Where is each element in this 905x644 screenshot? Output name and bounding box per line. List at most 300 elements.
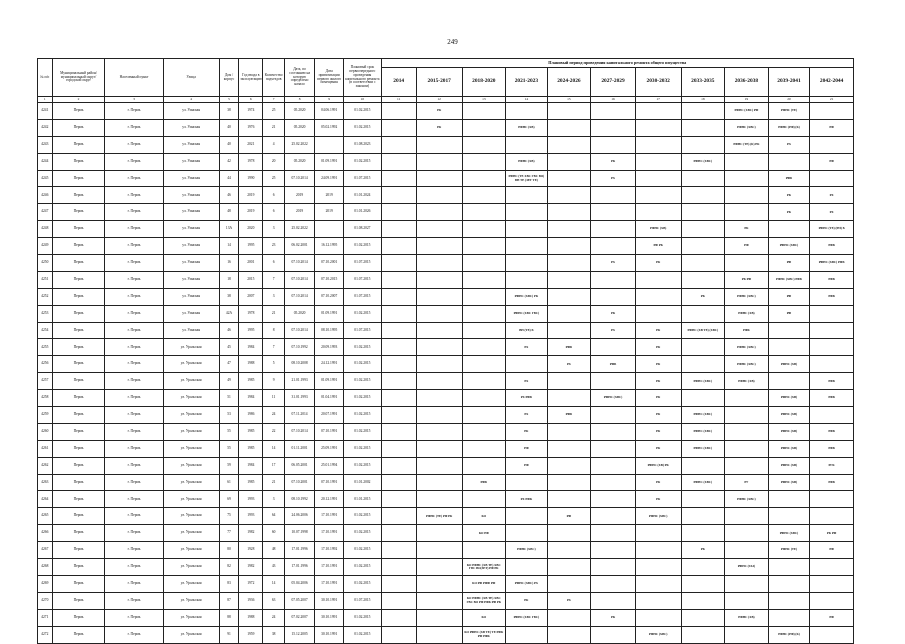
row-number: 4248 <box>38 221 53 238</box>
work-period-cell: РФНС (ХВ) РК <box>635 457 681 474</box>
work-period-cell <box>416 542 462 559</box>
work-period-cell <box>416 322 462 339</box>
locality-cell: г. Пермь <box>105 626 163 643</box>
header-year: 2021-2023 <box>506 68 548 97</box>
work-period-cell <box>381 238 416 255</box>
house-cell: 77 <box>219 525 239 542</box>
work-period-cell: РФНС (ХВС) <box>635 626 681 643</box>
district-cell: Пермь <box>52 373 105 390</box>
work-period-cell: РФНС (ХВС ГВС) <box>506 305 548 322</box>
work-period-cell <box>591 626 636 643</box>
start-date-cell: 07.11.2014 <box>285 407 315 424</box>
work-period-cell <box>462 542 506 559</box>
work-period-cell <box>416 339 462 356</box>
street-cell: ул. Уинская <box>163 170 219 187</box>
work-period-cell <box>547 609 591 626</box>
work-period-cell: РФБ <box>462 474 506 491</box>
work-period-cell: КО РФ РФФ РФ <box>462 575 506 592</box>
district-cell: Пермь <box>52 238 105 255</box>
work-period-cell: РФБ <box>768 170 810 187</box>
work-period-cell <box>416 271 462 288</box>
build-year-cell: 1985 <box>239 440 263 457</box>
district-cell: Пермь <box>52 322 105 339</box>
street-cell: ул. Уральская <box>163 508 219 525</box>
work-period-cell <box>506 103 548 120</box>
privatization-date-cell: 07.10.2007 <box>315 288 344 305</box>
locality-cell: г. Пермь <box>105 575 163 592</box>
work-period-cell <box>462 271 506 288</box>
street-cell: ул. Уральская <box>163 390 219 407</box>
table-row <box>38 407 854 424</box>
house-cell: 59 <box>219 457 239 474</box>
work-period-cell <box>681 626 725 643</box>
work-period-cell <box>681 525 725 542</box>
work-period-cell: РФ <box>768 288 810 305</box>
work-period-cell <box>416 592 462 609</box>
work-period-cell <box>591 339 636 356</box>
privatization-date-cell: 17.10.1991 <box>315 508 344 525</box>
work-period-cell <box>381 525 416 542</box>
house-cell: 40 <box>219 136 239 153</box>
entrances-cell: 8 <box>263 322 285 339</box>
work-period-cell: РФНС (ХВ) <box>768 474 810 491</box>
work-period-cell <box>681 305 725 322</box>
start-date-cell: 05.04.2006 <box>285 575 315 592</box>
work-period-cell <box>416 136 462 153</box>
row-number: 4264 <box>38 491 53 508</box>
work-period-cell: РФ <box>810 119 854 136</box>
row-number: 4261 <box>38 440 53 457</box>
work-period-cell: РФБ <box>810 271 854 288</box>
house-cell: 55 <box>219 423 239 440</box>
work-period-cell <box>681 390 725 407</box>
work-period-cell <box>547 525 591 542</box>
work-period-cell <box>810 170 854 187</box>
build-year-cell: 1972 <box>239 575 263 592</box>
work-period-cell: РФНС (ХВС) РК <box>506 288 548 305</box>
table-row <box>38 103 854 120</box>
work-period-cell: РФБ <box>810 474 854 491</box>
build-year-cell: 1985 <box>239 423 263 440</box>
planned-deadline-cell: 01.02.2015 <box>344 440 381 457</box>
entrances-cell: 64 <box>263 508 285 525</box>
work-period-cell: РФНС (ХВС) <box>768 525 810 542</box>
start-date-cell: 15.12.2005 <box>285 626 315 643</box>
work-period-cell: РХ <box>591 170 636 187</box>
table-row <box>38 255 854 272</box>
house-cell: 42 <box>219 153 239 170</box>
work-period-cell <box>681 457 725 474</box>
work-period-cell: РФНС (ХВС) РФБ <box>810 255 854 272</box>
work-period-cell: РК РФ <box>810 525 854 542</box>
work-period-cell <box>810 626 854 643</box>
table-row <box>38 390 854 407</box>
row-number: 4245 <box>38 170 53 187</box>
planned-deadline-cell: 01.07.2015 <box>344 322 381 339</box>
work-period-cell <box>416 238 462 255</box>
work-period-cell <box>725 187 769 204</box>
start-date-cell: 21.01.1993 <box>285 373 315 390</box>
header-col-1: № п/п <box>38 59 53 97</box>
district-cell: Пермь <box>52 255 105 272</box>
start-date-cell: 07.10.2014 <box>285 255 315 272</box>
house-cell: 48 <box>219 204 239 221</box>
district-cell: Пермь <box>52 204 105 221</box>
work-period-cell <box>810 559 854 576</box>
work-period-cell <box>725 423 769 440</box>
locality-cell: г. Пермь <box>105 238 163 255</box>
work-period-cell <box>547 153 591 170</box>
work-period-cell <box>725 170 769 187</box>
work-period-cell: РХ РФБ <box>506 390 548 407</box>
work-period-cell <box>416 440 462 457</box>
work-period-cell <box>635 271 681 288</box>
locality-cell: г. Пермь <box>105 288 163 305</box>
entrances-cell: 17 <box>263 457 285 474</box>
planned-deadline-cell: 01.02.2015 <box>344 457 381 474</box>
table-row <box>38 440 854 457</box>
house-cell: 42А <box>219 305 239 322</box>
entrances-cell: 4 <box>263 136 285 153</box>
work-period-cell: РХ <box>506 407 548 424</box>
row-number: 4268 <box>38 559 53 576</box>
work-period-cell: РК <box>635 373 681 390</box>
entrances-cell: 5 <box>263 356 285 373</box>
work-period-cell <box>768 373 810 390</box>
work-period-cell <box>725 407 769 424</box>
row-number: 4253 <box>38 305 53 322</box>
table-row <box>38 339 854 356</box>
work-period-cell <box>681 508 725 525</box>
work-period-cell <box>506 221 548 238</box>
locality-cell: г. Пермь <box>105 373 163 390</box>
work-period-cell <box>547 390 591 407</box>
work-period-cell <box>462 204 506 221</box>
locality-cell: г. Пермь <box>105 491 163 508</box>
locality-cell: г. Пермь <box>105 542 163 559</box>
work-period-cell: РХ <box>591 255 636 272</box>
work-period-cell <box>462 255 506 272</box>
house-cell: 38 <box>219 103 239 120</box>
build-year-cell: 1928 <box>239 542 263 559</box>
work-period-cell <box>547 575 591 592</box>
work-period-cell <box>768 322 810 339</box>
privatization-date-cell: 17.10.1991 <box>315 525 344 542</box>
work-period-cell: РФНС (ХВС) <box>635 508 681 525</box>
start-date-cell: 08.10.1992 <box>285 491 315 508</box>
build-year-cell: 1959 <box>239 626 263 643</box>
start-date-cell: 10.07.1998 <box>285 525 315 542</box>
header-column-number: 6 <box>239 97 263 103</box>
house-cell: 16 <box>219 255 239 272</box>
work-period-cell: КО РФНС (ХВ ТЕ) ХВС ГВС ВО РФ РФК РФ РК <box>462 592 506 609</box>
start-date-cell: 05.2020 <box>285 153 315 170</box>
house-cell: 80 <box>219 542 239 559</box>
work-period-cell: РФНС (ХВ) <box>635 221 681 238</box>
privatization-date-cell: 2019 <box>315 204 344 221</box>
work-period-cell: РФНС (ХВ) <box>768 356 810 373</box>
locality-cell: г. Пермь <box>105 609 163 626</box>
entrances-cell: 22 <box>263 423 285 440</box>
build-year-cell: 1976 <box>239 119 263 136</box>
table-row <box>38 204 854 221</box>
work-period-cell <box>381 373 416 390</box>
work-period-cell <box>381 221 416 238</box>
district-cell: Пермь <box>52 271 105 288</box>
table-row <box>38 238 854 255</box>
work-period-cell: РХ <box>768 136 810 153</box>
locality-cell: г. Пермь <box>105 103 163 120</box>
row-number: 4244 <box>38 153 53 170</box>
header-column-number: 19 <box>725 97 769 103</box>
header-column-number: 12 <box>416 97 462 103</box>
work-period-cell <box>681 356 725 373</box>
work-period-cell <box>381 356 416 373</box>
work-period-cell <box>416 457 462 474</box>
header-col-8: Дата, по состоянию на которую определено начало <box>285 59 315 97</box>
header-column-number: 2 <box>52 97 105 103</box>
build-year-cell: 1936 <box>239 592 263 609</box>
start-date-cell: 07.10.2014 <box>285 423 315 440</box>
work-period-cell <box>681 592 725 609</box>
work-period-cell: РК <box>506 423 548 440</box>
entrances-cell: 24 <box>263 609 285 626</box>
build-year-cell: 2020 <box>239 221 263 238</box>
house-cell: 53 <box>219 407 239 424</box>
street-cell: ул. Уральская <box>163 575 219 592</box>
work-period-cell <box>635 542 681 559</box>
work-period-cell <box>591 525 636 542</box>
capital-repair-plan-table <box>37 58 854 644</box>
work-period-cell <box>635 187 681 204</box>
work-period-cell: РФБ <box>547 407 591 424</box>
work-period-cell <box>725 626 769 643</box>
work-period-cell <box>725 204 769 221</box>
work-period-cell <box>681 136 725 153</box>
privatization-date-cell: 20.09.1993 <box>315 339 344 356</box>
work-period-cell <box>416 390 462 407</box>
table-row <box>38 136 854 153</box>
house-cell: 13А <box>219 221 239 238</box>
work-period-cell <box>416 575 462 592</box>
work-period-cell <box>462 153 506 170</box>
work-period-cell: РФНС (ХВС) <box>681 407 725 424</box>
header-col-2: Муниципальный район/муниципальный округ/городской округ <box>52 59 105 97</box>
work-period-cell: КО РФ <box>462 525 506 542</box>
house-cell: 88 <box>219 609 239 626</box>
work-period-cell <box>547 255 591 272</box>
work-period-cell: РК <box>635 390 681 407</box>
locality-cell: г. Пермь <box>105 119 163 136</box>
start-date-cell: 17.01.1996 <box>285 559 315 576</box>
start-date-cell: 07.10.1992 <box>285 339 315 356</box>
work-period-cell: РФБ <box>810 238 854 255</box>
work-period-cell: РФ РК <box>635 238 681 255</box>
house-cell: 91 <box>219 626 239 643</box>
entrances-cell: 7 <box>263 271 285 288</box>
work-period-cell <box>416 170 462 187</box>
work-period-cell <box>591 221 636 238</box>
work-period-cell: РК <box>635 423 681 440</box>
street-cell: ул. Уинская <box>163 103 219 120</box>
work-period-cell: РФНС (ХВС) <box>591 390 636 407</box>
entrances-cell: 6 <box>263 204 285 221</box>
work-period-cell <box>547 423 591 440</box>
privatization-date-cell: 07.10.2015 <box>315 271 344 288</box>
header-column-number: 9 <box>315 97 344 103</box>
work-period-cell: КО РФНС (ХВ ТЕ) ТЕ РФК РФ РФК <box>462 626 506 643</box>
work-period-cell <box>591 238 636 255</box>
work-period-cell: РФБ <box>810 390 854 407</box>
work-period-cell <box>547 238 591 255</box>
row-number: 4249 <box>38 238 53 255</box>
work-period-cell <box>681 238 725 255</box>
work-period-cell: РФНС (ГАЗ) <box>725 559 769 576</box>
street-cell: ул. Уинская <box>163 136 219 153</box>
work-period-cell: РФ <box>506 440 548 457</box>
start-date-cell: 07.10.2001 <box>285 474 315 491</box>
work-period-cell: РФНС (ХВС) <box>681 373 725 390</box>
work-period-cell <box>635 525 681 542</box>
start-date-cell: 07.10.2014 <box>285 271 315 288</box>
row-number: 4267 <box>38 542 53 559</box>
work-period-cell <box>381 187 416 204</box>
work-period-cell <box>506 187 548 204</box>
work-period-cell <box>725 575 769 592</box>
house-cell: 47 <box>219 356 239 373</box>
work-period-cell <box>591 119 636 136</box>
locality-cell: г. Пермь <box>105 339 163 356</box>
entrances-cell: 63 <box>263 592 285 609</box>
privatization-date-cell: 01.09.1991 <box>315 153 344 170</box>
planned-deadline-cell: 01.02.2015 <box>344 119 381 136</box>
street-cell: ул. Уральская <box>163 525 219 542</box>
work-period-cell <box>381 288 416 305</box>
work-period-cell: РФК <box>725 322 769 339</box>
planned-deadline-cell: 01.02.2015 <box>344 356 381 373</box>
locality-cell: г. Пермь <box>105 440 163 457</box>
house-cell: 45 <box>219 339 239 356</box>
work-period-cell: РФ <box>547 508 591 525</box>
work-period-cell <box>591 288 636 305</box>
work-period-cell <box>416 491 462 508</box>
start-date-cell: 05.2020 <box>285 119 315 136</box>
house-cell: 55 <box>219 440 239 457</box>
work-period-cell: РХ <box>547 356 591 373</box>
header-year: 2014 <box>381 68 416 97</box>
table-row <box>38 322 854 339</box>
planned-deadline-cell: 01.07.2015 <box>344 170 381 187</box>
district-cell: Пермь <box>52 440 105 457</box>
header-year: 2036-2038 <box>725 68 769 97</box>
work-period-cell: КО <box>462 508 506 525</box>
work-period-cell: РФБ <box>810 423 854 440</box>
table-row <box>38 525 854 542</box>
build-year-cell: 2021 <box>239 136 263 153</box>
work-period-cell <box>591 440 636 457</box>
work-period-cell <box>381 119 416 136</box>
row-number: 4256 <box>38 356 53 373</box>
row-number: 4266 <box>38 525 53 542</box>
header-row-top <box>38 59 854 68</box>
work-period-cell <box>416 288 462 305</box>
work-period-cell: РК <box>635 322 681 339</box>
start-date-cell: 06.02.2001 <box>285 238 315 255</box>
entrances-cell: 14 <box>263 575 285 592</box>
table-row <box>38 423 854 440</box>
house-cell: 18 <box>219 271 239 288</box>
work-period-cell <box>381 474 416 491</box>
house-cell: 51 <box>219 390 239 407</box>
header-year: 2039-2041 <box>768 68 810 97</box>
work-period-cell <box>635 609 681 626</box>
work-period-cell: РФ <box>810 542 854 559</box>
work-period-cell <box>681 271 725 288</box>
work-period-cell <box>635 136 681 153</box>
work-period-cell <box>416 609 462 626</box>
work-period-cell <box>591 559 636 576</box>
work-period-cell <box>506 525 548 542</box>
work-period-cell: РХ <box>547 592 591 609</box>
house-cell: 49 <box>219 373 239 390</box>
locality-cell: г. Пермь <box>105 592 163 609</box>
work-period-cell <box>768 153 810 170</box>
build-year-cell: 1985 <box>239 373 263 390</box>
work-period-cell <box>462 407 506 424</box>
work-period-cell <box>381 592 416 609</box>
privatization-date-cell: 25.09.1991 <box>315 440 344 457</box>
work-period-cell: РФБ <box>810 288 854 305</box>
work-period-cell <box>381 559 416 576</box>
privatization-date-cell: 30.10.1991 <box>315 609 344 626</box>
work-period-cell: РК РФ <box>725 271 769 288</box>
work-period-cell: РУ <box>725 474 769 491</box>
privatization-date-cell: 30.10.1991 <box>315 626 344 643</box>
work-period-cell: РФ <box>810 609 854 626</box>
entrances-cell: 48 <box>263 542 285 559</box>
header-column-number: 7 <box>263 97 285 103</box>
work-period-cell <box>547 457 591 474</box>
privatization-date-cell: 17.10.1991 <box>315 575 344 592</box>
work-period-cell <box>462 187 506 204</box>
work-period-cell: РФНС (ТЕ) РФ РК <box>416 508 462 525</box>
header-column-number: 1 <box>38 97 53 103</box>
privatization-date-cell: 17.10.1992 <box>315 542 344 559</box>
header-col-4: Улица <box>163 59 219 97</box>
work-period-cell <box>381 136 416 153</box>
district-cell: Пермь <box>52 592 105 609</box>
header-column-number: 3 <box>105 97 163 103</box>
work-period-cell <box>506 474 548 491</box>
start-date-cell: 06.05.2001 <box>285 457 315 474</box>
work-period-cell <box>416 559 462 576</box>
work-period-cell <box>416 187 462 204</box>
work-period-cell <box>681 339 725 356</box>
district-cell: Пермь <box>52 525 105 542</box>
row-number: 4258 <box>38 390 53 407</box>
work-period-cell: РФНС (ХВС) РХ <box>506 575 548 592</box>
table-row <box>38 626 854 643</box>
build-year-cell: 1982 <box>239 525 263 542</box>
build-year-cell: 1984 <box>239 457 263 474</box>
privatization-date-cell: 01.09.1991 <box>315 373 344 390</box>
work-period-cell <box>635 559 681 576</box>
district-cell: Пермь <box>52 508 105 525</box>
work-period-cell <box>381 407 416 424</box>
entrances-cell: 6 <box>263 187 285 204</box>
build-year-cell: 2007 <box>239 288 263 305</box>
start-date-cell: 31.01.1993 <box>285 390 315 407</box>
